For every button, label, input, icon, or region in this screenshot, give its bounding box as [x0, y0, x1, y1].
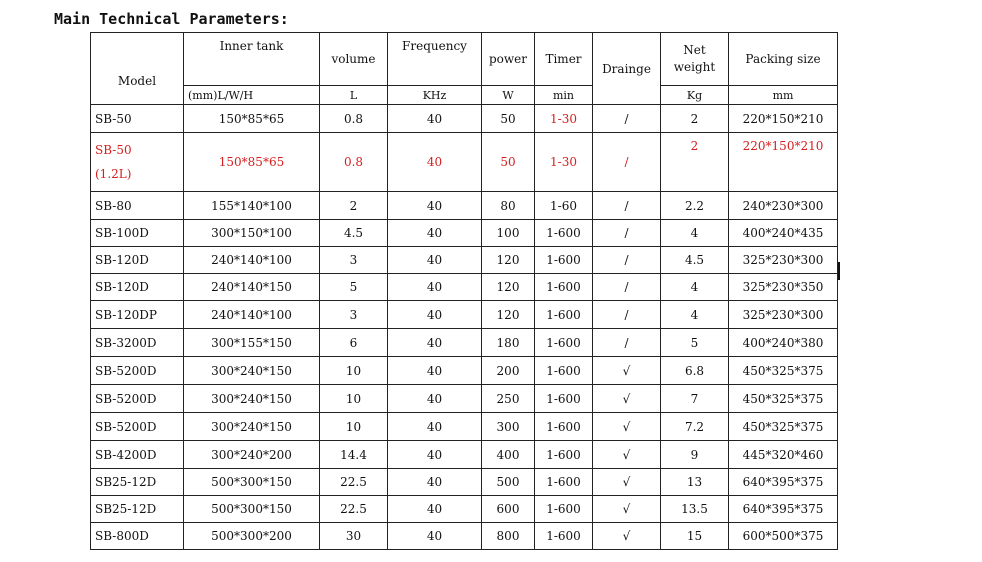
packing-size-cell: 600*500*375	[729, 523, 838, 550]
packing-size-unit: mm	[729, 86, 838, 105]
power-cell: 120	[482, 274, 535, 301]
packing-size-cell: 220*150*210	[729, 105, 838, 133]
drainage-cell: √	[593, 496, 661, 523]
power-unit: W	[482, 86, 535, 105]
volume-header: volume	[320, 33, 388, 86]
volume-cell: 14.4	[320, 441, 388, 469]
packing-size-cell: 240*230*300	[729, 192, 838, 220]
frequency-unit: KHz	[388, 86, 482, 105]
net-weight-cell: 4	[661, 220, 729, 247]
net-weight-cell: 7.2	[661, 413, 729, 441]
net-weight-cell: 2	[661, 105, 729, 133]
drainage-cell: √	[593, 469, 661, 496]
inner-tank-cell: 300*240*150	[184, 413, 320, 441]
model-cell: SB-5200D	[91, 357, 184, 385]
packing-size-cell: 325*230*300	[729, 247, 838, 274]
net-weight-cell: 13	[661, 469, 729, 496]
frequency-cell: 40	[388, 133, 482, 192]
power-cell: 500	[482, 469, 535, 496]
drainage-cell: /	[593, 274, 661, 301]
timer-cell: 1-600	[535, 274, 593, 301]
volume-cell: 10	[320, 413, 388, 441]
frequency-cell: 40	[388, 274, 482, 301]
volume-cell: 30	[320, 523, 388, 550]
frequency-cell: 40	[388, 413, 482, 441]
power-cell: 120	[482, 247, 535, 274]
net-weight-cell: 7	[661, 385, 729, 413]
table-row-highlighted	[91, 133, 838, 192]
model-cell: SB-4200D	[91, 441, 184, 469]
power-cell: 300	[482, 413, 535, 441]
power-cell: 180	[482, 329, 535, 357]
net-weight-cell: 5	[661, 329, 729, 357]
timer-cell: 1-600	[535, 413, 593, 441]
table-row	[91, 329, 838, 357]
volume-unit: L	[320, 86, 388, 105]
volume-cell: 10	[320, 357, 388, 385]
timer-cell: 1-600	[535, 496, 593, 523]
inner-tank-cell: 240*140*100	[184, 301, 320, 329]
technical-parameters-table	[90, 32, 838, 550]
model-cell: SB-50	[91, 105, 184, 133]
model-name: SB-50	[95, 143, 132, 157]
table-row	[91, 192, 838, 220]
timer-cell: 1-600	[535, 441, 593, 469]
net-weight-cell: 6.8	[661, 357, 729, 385]
table-row	[91, 301, 838, 329]
net-weight-header: Net weight	[661, 33, 729, 86]
frequency-cell: 40	[388, 192, 482, 220]
model-cell: SB-3200D	[91, 329, 184, 357]
packing-size-cell: 325*230*300	[729, 301, 838, 329]
volume-cell: 10	[320, 385, 388, 413]
volume-cell: 3	[320, 247, 388, 274]
power-cell: 50	[482, 105, 535, 133]
model-cell: SB-5200D	[91, 385, 184, 413]
inner-tank-cell: 150*85*65	[184, 133, 320, 192]
drainage-cell: √	[593, 523, 661, 550]
page-title: Main Technical Parameters:	[54, 10, 289, 28]
timer-cell: 1-600	[535, 247, 593, 274]
model-cell: SB-120DP	[91, 301, 184, 329]
model-cell: SB-5200D	[91, 413, 184, 441]
drainage-cell: /	[593, 133, 661, 192]
packing-size-cell: 400*240*435	[729, 220, 838, 247]
packing-size-cell: 325*230*350	[729, 274, 838, 301]
model-cell: SB-120D	[91, 247, 184, 274]
header-row	[91, 33, 838, 86]
drainage-header: Drainge	[593, 33, 661, 105]
timer-cell: 1-60	[535, 192, 593, 220]
inner-tank-cell: 300*240*150	[184, 357, 320, 385]
table-row	[91, 357, 838, 385]
net-weight-cell: 15	[661, 523, 729, 550]
timer-cell: 1-30	[535, 133, 593, 192]
frequency-cell: 40	[388, 469, 482, 496]
model-cell	[91, 133, 184, 192]
table-row	[91, 274, 838, 301]
timer-cell: 1-600	[535, 357, 593, 385]
table-row	[91, 220, 838, 247]
packing-size-cell: 450*325*375	[729, 413, 838, 441]
frequency-header: Frequency	[388, 33, 482, 86]
timer-cell: 1-600	[535, 301, 593, 329]
table-row	[91, 385, 838, 413]
volume-cell: 5	[320, 274, 388, 301]
volume-cell: 22.5	[320, 469, 388, 496]
drainage-cell: √	[593, 385, 661, 413]
inner-tank-cell: 150*85*65	[184, 105, 320, 133]
table-row	[91, 105, 838, 133]
table-row	[91, 523, 838, 550]
packing-size-cell: 640*395*375	[729, 469, 838, 496]
drainage-cell: /	[593, 220, 661, 247]
power-cell: 250	[482, 385, 535, 413]
timer-cell: 1-600	[535, 469, 593, 496]
drainage-cell: /	[593, 247, 661, 274]
inner-tank-cell: 500*300*150	[184, 469, 320, 496]
inner-tank-cell: 300*240*150	[184, 385, 320, 413]
frequency-cell: 40	[388, 523, 482, 550]
packing-size-cell: 445*320*460	[729, 441, 838, 469]
inner-tank-cell: 240*140*100	[184, 247, 320, 274]
net-weight-unit: Kg	[661, 86, 729, 105]
frequency-cell: 40	[388, 496, 482, 523]
drainage-cell: /	[593, 192, 661, 220]
power-cell: 600	[482, 496, 535, 523]
frequency-cell: 40	[388, 220, 482, 247]
power-cell: 120	[482, 301, 535, 329]
model-cell: SB-100D	[91, 220, 184, 247]
unit-row	[91, 86, 838, 105]
drainage-cell: /	[593, 105, 661, 133]
volume-cell: 2	[320, 192, 388, 220]
volume-cell: 0.8	[320, 105, 388, 133]
table-row	[91, 496, 838, 523]
table-row	[91, 247, 838, 274]
frequency-cell: 40	[388, 301, 482, 329]
net-weight-cell: 4	[661, 274, 729, 301]
text-cursor	[838, 262, 840, 280]
model-cell: SB-800D	[91, 523, 184, 550]
volume-cell: 6	[320, 329, 388, 357]
power-cell: 80	[482, 192, 535, 220]
timer-cell: 1-30	[535, 105, 593, 133]
power-cell: 400	[482, 441, 535, 469]
model-cell: SB-80	[91, 192, 184, 220]
net-weight-cell: 2	[661, 133, 729, 192]
net-weight-cell: 4.5	[661, 247, 729, 274]
packing-size-header: Packing size	[729, 33, 838, 86]
model-capacity: (1.2L)	[95, 167, 132, 181]
power-cell: 100	[482, 220, 535, 247]
inner-tank-cell: 300*240*200	[184, 441, 320, 469]
packing-size-cell: 220*150*210	[729, 133, 838, 192]
table-row	[91, 413, 838, 441]
frequency-cell: 40	[388, 329, 482, 357]
power-cell: 50	[482, 133, 535, 192]
model-cell: SB-120D	[91, 274, 184, 301]
timer-header: Timer	[535, 33, 593, 86]
inner-tank-cell: 240*140*150	[184, 274, 320, 301]
packing-size-cell: 450*325*375	[729, 385, 838, 413]
model-cell: SB25-12D	[91, 496, 184, 523]
packing-size-cell: 400*240*380	[729, 329, 838, 357]
inner-tank-cell: 500*300*150	[184, 496, 320, 523]
power-cell: 200	[482, 357, 535, 385]
drainage-cell: √	[593, 413, 661, 441]
inner-tank-unit: (mm)L/W/H	[184, 86, 320, 105]
net-weight-cell: 4	[661, 301, 729, 329]
drainage-cell: /	[593, 301, 661, 329]
power-cell: 800	[482, 523, 535, 550]
frequency-cell: 40	[388, 105, 482, 133]
model-cell: SB25-12D	[91, 469, 184, 496]
timer-cell: 1-600	[535, 385, 593, 413]
volume-cell: 22.5	[320, 496, 388, 523]
model-header: Model	[91, 33, 184, 105]
power-header: power	[482, 33, 535, 86]
volume-cell: 0.8	[320, 133, 388, 192]
frequency-cell: 40	[388, 247, 482, 274]
drainage-cell: /	[593, 329, 661, 357]
table-row	[91, 469, 838, 496]
net-weight-cell: 13.5	[661, 496, 729, 523]
volume-cell: 4.5	[320, 220, 388, 247]
drainage-cell: √	[593, 357, 661, 385]
frequency-cell: 40	[388, 385, 482, 413]
timer-cell: 1-600	[535, 523, 593, 550]
packing-size-cell: 640*395*375	[729, 496, 838, 523]
inner-tank-cell: 300*155*150	[184, 329, 320, 357]
frequency-cell: 40	[388, 357, 482, 385]
timer-cell: 1-600	[535, 220, 593, 247]
timer-unit: min	[535, 86, 593, 105]
inner-tank-cell: 300*150*100	[184, 220, 320, 247]
frequency-cell: 40	[388, 441, 482, 469]
drainage-cell: √	[593, 441, 661, 469]
inner-tank-header: Inner tank	[184, 33, 320, 86]
packing-size-cell: 450*325*375	[729, 357, 838, 385]
volume-cell: 3	[320, 301, 388, 329]
inner-tank-cell: 500*300*200	[184, 523, 320, 550]
table-row	[91, 441, 838, 469]
net-weight-cell: 9	[661, 441, 729, 469]
timer-cell: 1-600	[535, 329, 593, 357]
net-weight-cell: 2.2	[661, 192, 729, 220]
inner-tank-cell: 155*140*100	[184, 192, 320, 220]
